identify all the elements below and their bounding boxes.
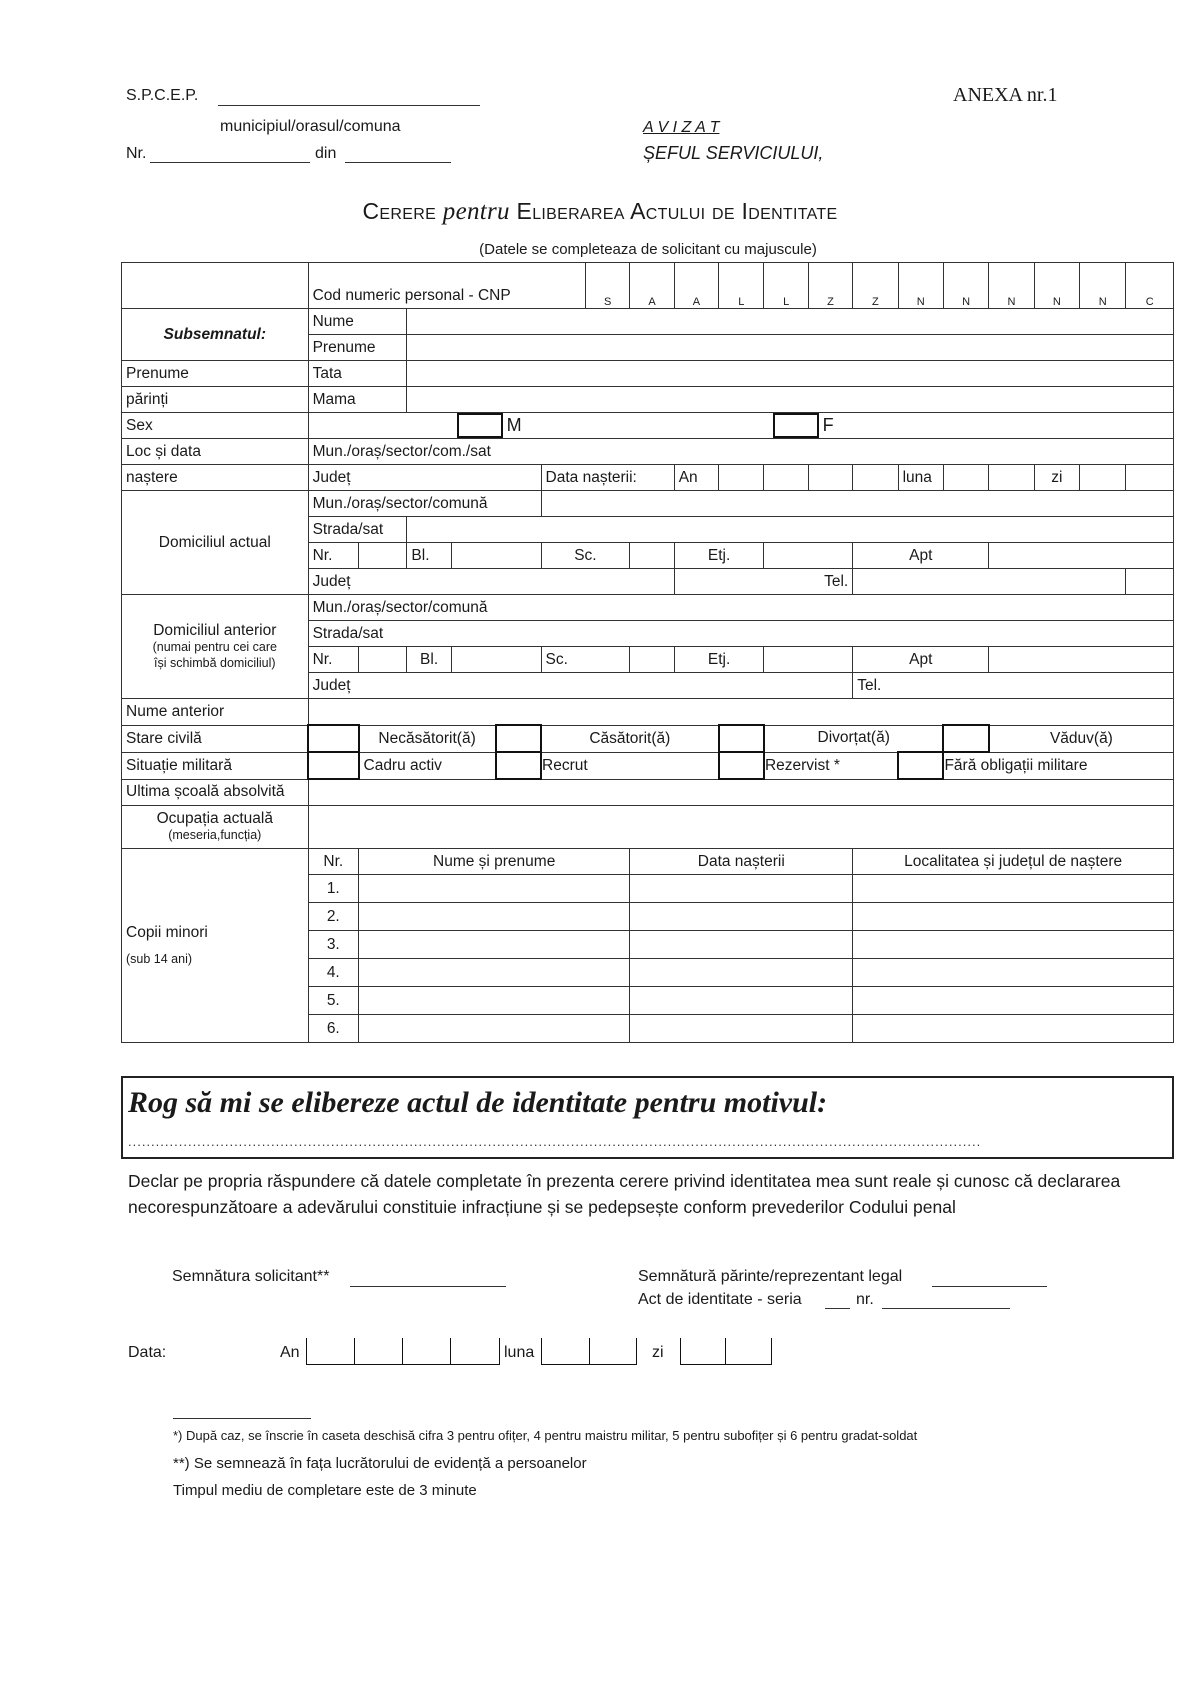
ant-judet-label[interactable]: Județ xyxy=(308,673,853,699)
ant-sc-input[interactable] xyxy=(630,647,674,673)
data-an-label: An xyxy=(280,1344,300,1361)
data-zi-label: zi xyxy=(652,1344,664,1361)
declaratie-text: Declar pe propria răspundere că datele completate în prezenta cerere privind identitatea mea sunt reale și cunosc că declararea necorespunzătoare a adevărului constituie infracțiune și se pedepsește conform prevederilor Codului penal xyxy=(128,1171,1121,1217)
prenume-parinti-label-1: Prenume xyxy=(122,361,309,387)
nume-anterior-row xyxy=(122,699,1174,726)
copil-row-nr: 2. xyxy=(308,903,358,931)
nr-input[interactable] xyxy=(359,543,407,569)
copii-minori-cell xyxy=(122,849,309,1043)
copil-row-nr: 1. xyxy=(308,875,358,903)
copil-data-input[interactable] xyxy=(630,1015,853,1043)
semnatura-solicitant-field[interactable] xyxy=(350,1286,506,1287)
cnp-digit[interactable]: N xyxy=(898,263,943,309)
casatorit-label: Căsătorit(ă) xyxy=(541,725,719,752)
necasatorit-label: Necăsătorit(ă) xyxy=(359,725,496,752)
recrut-checkbox[interactable] xyxy=(496,752,541,779)
rezervist-label: Rezervist * xyxy=(764,752,898,779)
an-digit[interactable] xyxy=(853,465,898,491)
stare-civila-label: Stare civilă xyxy=(122,725,309,752)
loc-data-label-2: naștere xyxy=(122,465,309,491)
footnote-divider xyxy=(173,1418,311,1419)
copii-header-row xyxy=(122,849,1174,875)
footnote-3: Timpul mediu de completare este de 3 minute xyxy=(173,1482,477,1499)
ant-nr-input[interactable] xyxy=(359,647,407,673)
copil-nume-input[interactable] xyxy=(359,931,630,959)
copil-data-input[interactable] xyxy=(630,959,853,987)
et-input[interactable] xyxy=(764,543,853,569)
copil-loc-input[interactable] xyxy=(853,903,1174,931)
mama-input[interactable] xyxy=(407,387,1174,413)
nr-field[interactable] xyxy=(150,162,310,163)
situatie-militara-row xyxy=(122,752,1174,779)
domiciliu-anterior-note-1: (numai pentru cei care xyxy=(152,639,277,654)
divortat-label: Divorțat(ă) xyxy=(764,725,944,752)
prenume-label: Prenume xyxy=(308,335,407,361)
nr-label: Nr. xyxy=(126,145,147,162)
data-luna-box[interactable] xyxy=(589,1338,637,1365)
sex-m-label: M xyxy=(506,415,522,435)
tel-input[interactable] xyxy=(853,569,1126,595)
sc-input[interactable] xyxy=(630,543,674,569)
apt-label: Apt xyxy=(853,543,989,569)
an-digit[interactable] xyxy=(764,465,808,491)
ant-sc-label: Sc. xyxy=(541,647,630,673)
cadru-activ-label: Cadru activ xyxy=(359,752,496,779)
copil-data-input[interactable] xyxy=(630,987,853,1015)
cnp-label: Cod numeric personal - CNP xyxy=(308,263,585,309)
footnote-2: **) Se semnează în fața lucrătorului de evidență a persoanelor xyxy=(173,1455,587,1472)
ant-bl-label: Bl. xyxy=(407,647,451,673)
act-seria-field[interactable] xyxy=(825,1308,850,1309)
cadru-activ-checkbox[interactable] xyxy=(308,752,358,779)
sex-options xyxy=(308,413,1173,439)
fara-obligatii-label: Fără obligații militare xyxy=(943,752,1173,779)
cnp-digit[interactable]: N xyxy=(989,263,1034,309)
nr-label: Nr. xyxy=(308,543,358,569)
strada-sat-label: Strada/sat xyxy=(308,517,407,543)
copil-loc-input[interactable] xyxy=(853,931,1174,959)
sc-label: Sc. xyxy=(541,543,630,569)
zi-digit[interactable] xyxy=(1080,465,1126,491)
prenume-parinti-label-2: părinți xyxy=(122,387,309,413)
domiciliu-anterior-note-2: își schimbă domiciliul) xyxy=(154,655,276,670)
bl-input[interactable] xyxy=(451,543,541,569)
sex-f-label: F xyxy=(822,415,834,435)
domiciliu-anterior-label: Domiciliul anterior xyxy=(153,621,277,639)
spcep-field[interactable] xyxy=(218,105,480,106)
act-nr-label: nr. xyxy=(856,1291,874,1308)
ocupatia-note: (meseria,funcția) xyxy=(168,828,262,842)
copil-loc-input[interactable] xyxy=(853,1015,1174,1043)
divortat-checkbox[interactable] xyxy=(719,725,764,752)
an-digit[interactable] xyxy=(808,465,852,491)
cnp-digit[interactable]: A xyxy=(674,263,718,309)
cnp-digit[interactable]: N xyxy=(1034,263,1079,309)
copil-nume-input[interactable] xyxy=(359,959,630,987)
avizat-label: A V I Z A T xyxy=(643,119,720,136)
rog-text: Rog să mi se elibereze actul de identitate pentru motivul: xyxy=(128,1086,828,1119)
nume-row xyxy=(122,309,1174,335)
mama-row xyxy=(122,387,1174,413)
page-subtitle: (Datele se completeaza de solicitant cu majuscule) xyxy=(479,241,817,258)
nume-label: Nume xyxy=(308,309,407,335)
ant-apt-input[interactable] xyxy=(989,647,1174,673)
data-zi-box[interactable] xyxy=(680,1338,726,1365)
bl-label: Bl. xyxy=(407,543,451,569)
cnp-digit[interactable]: Z xyxy=(853,263,898,309)
tata-label: Tata xyxy=(308,361,407,387)
sex-f-checkbox[interactable] xyxy=(773,413,819,438)
tel-input-end[interactable] xyxy=(1126,569,1174,595)
recrut-label: Recrut xyxy=(541,752,719,779)
copil-nume-input[interactable] xyxy=(359,1015,630,1043)
title-word-cerere: Cerere xyxy=(362,198,437,224)
necasatorit-checkbox[interactable] xyxy=(308,725,358,752)
seful-serviciului-label: ȘEFUL SERVICIULUI, xyxy=(643,143,824,163)
nume-anterior-label: Nume anterior xyxy=(122,699,309,726)
cnp-digit[interactable]: L xyxy=(764,263,808,309)
copil-nume-input[interactable] xyxy=(359,987,630,1015)
copil-nume-input[interactable] xyxy=(359,875,630,903)
spcep-label: S.P.C.E.P. xyxy=(126,87,199,104)
data-an-box[interactable] xyxy=(306,1338,355,1365)
judet-label[interactable]: Județ xyxy=(308,569,674,595)
copil-data-input[interactable] xyxy=(630,903,853,931)
din-field[interactable] xyxy=(345,162,451,163)
page-title xyxy=(0,198,1200,226)
ant-et-label: Etj. xyxy=(674,647,764,673)
mun-oras-comuna-input[interactable] xyxy=(541,491,1173,517)
municipiu-label: municipiul/orasul/comuna xyxy=(220,118,401,135)
title-word-pentru: pentru xyxy=(442,198,510,225)
domiciliu-anterior-row-1 xyxy=(122,595,1174,621)
nume-input[interactable] xyxy=(407,309,1174,335)
casatorit-checkbox[interactable] xyxy=(496,725,541,752)
ocupatia-input[interactable] xyxy=(308,806,1173,849)
semnatura-solicitant-label: Semnătura solicitant** xyxy=(172,1268,330,1285)
ant-et-input[interactable] xyxy=(764,647,853,673)
luna-digit[interactable] xyxy=(989,465,1034,491)
sex-label: Sex xyxy=(122,413,309,439)
judet-data-nastere-row xyxy=(122,465,1174,491)
ultima-scoala-label: Ultima școală absolvită xyxy=(122,779,309,806)
col-loc-header: Localitatea și județul de naștere xyxy=(853,849,1174,875)
domiciliu-anterior-cell xyxy=(122,595,309,699)
cnp-row xyxy=(122,263,1174,309)
data-an-box[interactable] xyxy=(450,1338,500,1365)
an-digit[interactable] xyxy=(719,465,764,491)
sex-m-checkbox[interactable] xyxy=(457,413,503,438)
cnp-digit[interactable]: S xyxy=(585,263,629,309)
ocupatia-cell xyxy=(122,806,309,849)
col-nume-header: Nume și prenume xyxy=(359,849,630,875)
copil-row-nr: 3. xyxy=(308,931,358,959)
domiciliu-actual-label: Domiciliul actual xyxy=(122,491,309,595)
tata-input[interactable] xyxy=(407,361,1174,387)
luna-label: luna xyxy=(898,465,943,491)
ant-mun-oras-comuna-label[interactable]: Mun./oraș/sector/comună xyxy=(308,595,1173,621)
data-luna-box[interactable] xyxy=(541,1338,590,1365)
luna-digit[interactable] xyxy=(943,465,988,491)
zi-digit[interactable] xyxy=(1126,465,1174,491)
motiv-dotted-line[interactable]: ......................................................................................................................................................................................... xyxy=(128,1134,982,1149)
ant-tel-label[interactable]: Tel. xyxy=(853,673,1174,699)
anexa-label: ANEXA nr.1 xyxy=(953,84,1058,106)
copil-data-input[interactable] xyxy=(630,931,853,959)
copil-loc-input[interactable] xyxy=(853,875,1174,903)
sub-14-label: (sub 14 ani) xyxy=(126,951,193,966)
copil-row-nr: 6. xyxy=(308,1015,358,1043)
cnp-digit[interactable]: A xyxy=(630,263,674,309)
rezervist-checkbox[interactable] xyxy=(719,752,764,779)
stare-civila-row xyxy=(122,725,1174,752)
ocupatia-row xyxy=(122,806,1174,849)
copil-loc-input[interactable] xyxy=(853,959,1174,987)
ant-apt-label: Apt xyxy=(853,647,989,673)
sex-row xyxy=(122,413,1174,439)
tel-label: Tel. xyxy=(674,569,853,595)
col-nr-header: Nr. xyxy=(308,849,358,875)
data-an-box[interactable] xyxy=(354,1338,403,1365)
loc-data-label-1: Loc și data xyxy=(122,439,309,465)
ultima-scoala-row xyxy=(122,779,1174,806)
din-label: din xyxy=(315,145,337,162)
data-luna-label: luna xyxy=(504,1344,535,1361)
strada-sat-input[interactable] xyxy=(407,517,1174,543)
loc-nastere-row xyxy=(122,439,1174,465)
cnp-digit[interactable]: Z xyxy=(808,263,852,309)
tata-row xyxy=(122,361,1174,387)
copil-data-input[interactable] xyxy=(630,875,853,903)
semnatura-parinte-label: Semnătură părinte/reprezentant legal xyxy=(638,1268,903,1285)
data-label: Data: xyxy=(128,1344,167,1361)
et-label: Etj. xyxy=(674,543,764,569)
ultima-scoala-input[interactable] xyxy=(308,779,1173,806)
ocupatia-label: Ocupația actuală xyxy=(156,810,273,827)
an-label: An xyxy=(674,465,718,491)
vaduv-label: Văduv(ă) xyxy=(989,725,1174,752)
col-data-header: Data nașterii xyxy=(630,849,853,875)
prenume-input[interactable] xyxy=(407,335,1174,361)
ant-strada-sat-label[interactable]: Strada/sat xyxy=(308,621,1173,647)
ant-bl-input[interactable] xyxy=(451,647,541,673)
cnp-digit[interactable]: N xyxy=(943,263,988,309)
act-nr-field[interactable] xyxy=(882,1308,1010,1309)
mun-oras-comuna-label: Mun./oraș/sector/comună xyxy=(308,491,541,517)
cnp-digit[interactable]: N xyxy=(1080,263,1126,309)
judet-nastere-label[interactable]: Județ xyxy=(308,465,541,491)
situatie-militara-label: Situație militară xyxy=(122,752,309,779)
copil-row-nr: 5. xyxy=(308,987,358,1015)
apt-input[interactable] xyxy=(989,543,1174,569)
vaduv-checkbox[interactable] xyxy=(943,725,988,752)
ant-nr-label: Nr. xyxy=(308,647,358,673)
nume-anterior-input[interactable] xyxy=(308,699,1173,726)
data-nasterii-label: Data nașterii: xyxy=(541,465,674,491)
cnp-digit[interactable]: L xyxy=(719,263,764,309)
zi-label: zi xyxy=(1034,465,1079,491)
copil-loc-input[interactable] xyxy=(853,987,1174,1015)
mun-oras-sat-label[interactable]: Mun./oraș/sector/com./sat xyxy=(308,439,1173,465)
footnote-1: *) După caz, se înscrie în caseta deschisă cifra 3 pentru ofițer, 4 pentru maistru militar, 5 pentru subofițer și 6 pentru gradat-soldat xyxy=(173,1428,918,1443)
subsemnatul-label: Subsemnatul: xyxy=(122,309,309,361)
copii-minori-label: Copii minori xyxy=(126,923,208,941)
data-an-box[interactable] xyxy=(402,1338,451,1365)
fara-obligatii-checkbox[interactable] xyxy=(898,752,943,779)
cnp-digit[interactable]: C xyxy=(1126,263,1174,309)
act-identitate-label: Act de identitate - seria xyxy=(638,1291,802,1308)
data-zi-box[interactable] xyxy=(725,1338,772,1365)
semnatura-parinte-field[interactable] xyxy=(932,1286,1047,1287)
application-form-table xyxy=(121,262,1174,1043)
mama-label: Mama xyxy=(308,387,407,413)
copil-row-nr: 4. xyxy=(308,959,358,987)
domiciliu-actual-row-1 xyxy=(122,491,1174,517)
copil-nume-input[interactable] xyxy=(359,903,630,931)
title-words-eliberarea: Eliberarea Actului de Identitate xyxy=(516,198,838,224)
